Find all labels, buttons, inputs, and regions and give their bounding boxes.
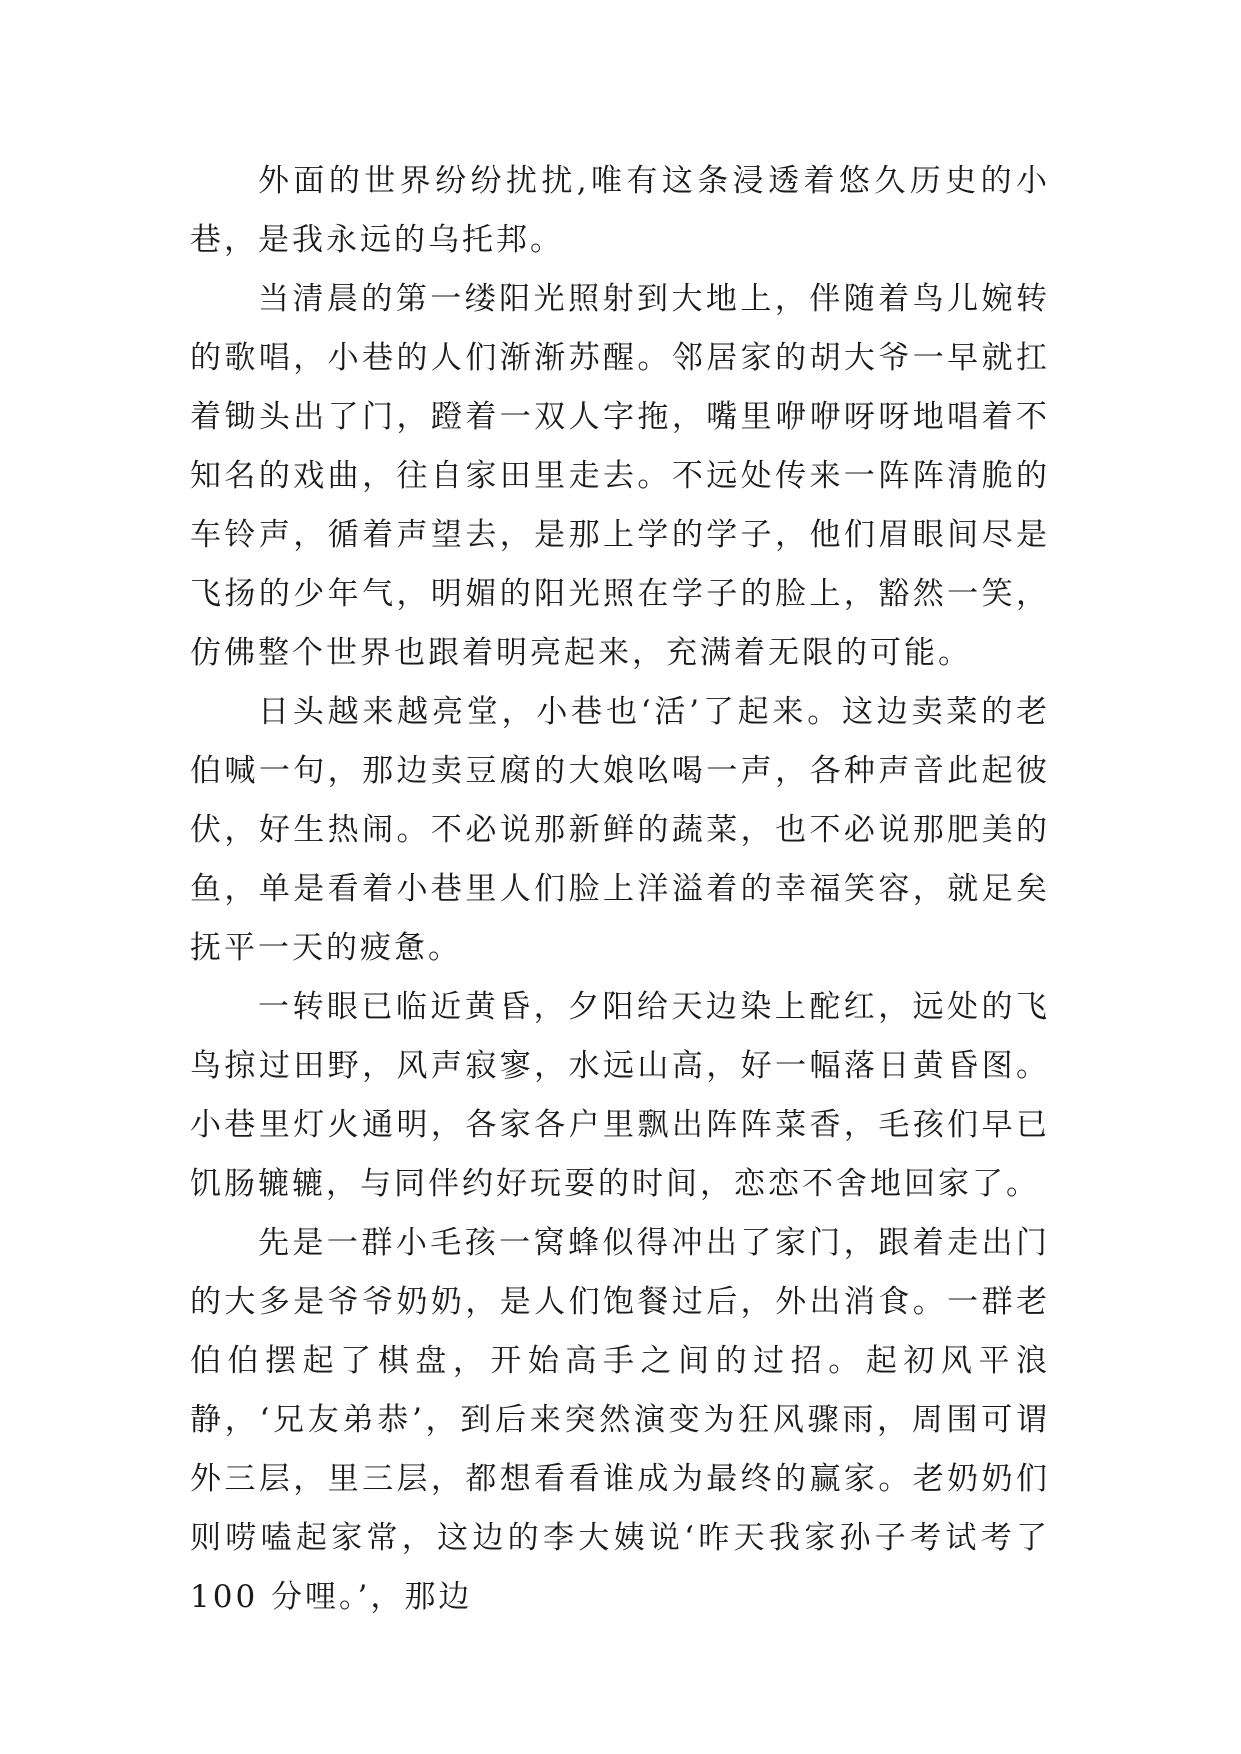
body-text xyxy=(190,152,1050,1627)
paragraph: 一转眼已临近黄昏，夕阳给天边染上酡红，远处的飞鸟掠过田野，风声寂寥，水远山高，好一幅落日黄昏图。小巷里灯火通明，各家各户里飘出阵阵菜香，毛孩们早已饥肠辘辘，与同伴约好玩耍的时间，恋恋不舍地回家了。 xyxy=(190,989,1050,1202)
paragraph: 日头越来越亮堂，小巷也‘活’了起来。这边卖菜的老伯喊一句，那边卖豆腐的大娘吆喝一声，各种声音此起彼伏，好生热闹。不必说那新鲜的蔬菜，也不必说那肥美的鱼，单是看着小巷里人们脸上洋溢着的幸福笑容，就足矣抚平一天的疲惫。 xyxy=(190,694,1050,966)
paragraph: 先是一群小毛孩一窝蜂似得冲出了家门，跟着走出门的大多是爷爷奶奶，是人们饱餐过后，外出消食。一群老伯伯摆起了棋盘，开始高手之间的过招。起初风平浪静，‘兄友弟恭’，到后来突然演变为狂风骤雨，周围可谓外三层，里三层，都想看看谁成为最终的赢家。老奶奶们则唠嗑起家常，这边的李大姨说‘昨天我家孙子考试考了 100 分哩。’，那边 xyxy=(190,1225,1050,1615)
paragraph: 外面的世界纷纷扰扰,唯有这条浸透着悠久历史的小巷，是我永远的乌托邦。 xyxy=(190,163,1050,258)
paragraph: 当清晨的第一缕阳光照射到大地上，伴随着鸟儿婉转的歌唱，小巷的人们渐渐苏醒。邻居家的胡大爷一早就扛着锄头出了门，蹬着一双人字拖，嘴里咿咿呀呀地唱着不知名的戏曲，往自家田里走去。不远处传来一阵阵清脆的车铃声，循着声望去，是那上学的学子，他们眉眼间尽是飞扬的少年气，明媚的阳光照在学子的脸上，豁然一笑，仿佛整个世界也跟着明亮起来，充满着无限的可能。 xyxy=(190,281,1050,671)
